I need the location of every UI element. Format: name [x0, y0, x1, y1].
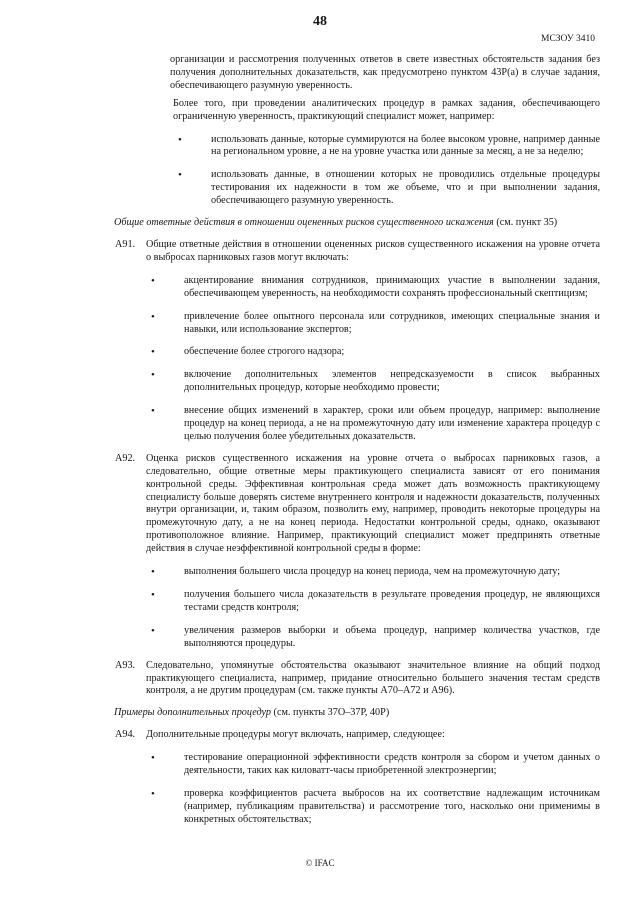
a92-bullet-list [146, 566, 600, 651]
section-heading-further-procedures [114, 707, 600, 720]
section-heading-ref: (см. пункты 37О–37Р, 40Р) [271, 707, 390, 719]
paragraph-a93 [114, 660, 600, 699]
paragraph-a91 [114, 239, 600, 444]
list-item: • использовать данные, которые суммируются на более высоком уровне, например данные на региональном уровне, а не на уровне участка или данные за месяц, а не за неделю; [114, 134, 600, 160]
paragraph-a92 [114, 453, 600, 651]
paragraph-text: Общие ответные действия в отношении оцененных рисков существенного искажения на уровне отчета о выбросах парниковых газов могут включать: [146, 238, 600, 263]
list-item: • получения большего числа доказательств в результате проведения процедур, не являющихся тестами средств контроля; [146, 589, 600, 615]
continuation-paragraph: организации и рассмотрения полученных ответов в свете известных обстоятельств задания без получения дополнительных доказательств, как предусмотрено пунктом 43Р(а) в случае задания, обеспечивающего разумную уверенность. [170, 54, 600, 91]
intro-bullet-list [114, 134, 600, 209]
list-item: • включение дополнительных элементов непредсказуемости в список выбранных дополнительных процедур, которые необходимо провести; [146, 369, 600, 395]
paragraph-text: Дополнительные процедуры могут включать, например, следующее: [146, 729, 445, 741]
section-heading-title: Примеры дополнительных процедур [114, 707, 271, 719]
footer-copyright: © IFAC [305, 858, 335, 868]
paragraph-number: А92. [115, 452, 136, 464]
list-item: • использовать данные, в отношении которых не проводились отдельные процедуры тестирования их надежности в том же объеме, что и при выполнении задания, обеспечивающего разумную уверенность. [114, 169, 600, 208]
paragraph-text: Следовательно, упомянутые обстоятельства оказывают значительное влияние на общий подход практикующего специалиста, например, придание относительно большего значения тестам средств контроля, а не другим процедурам (см. также пункты А70–А72 и А96). [146, 659, 600, 697]
list-item: • выполнения большего числа процедур на конец периода, чем на промежуточную дату; [146, 566, 600, 579]
list-item: • акцентирование внимания сотрудников, принимающих участие в выполнении задания, обеспечивающем уверенность, на необходимости сохранять профессиональный скептицизм; [146, 275, 600, 301]
list-item: • проверка коэффициентов расчета выбросов на их соответствие надлежащим источникам (например, публикациям правительства) и рассмотрение того, насколько они применимы в конкретных обстоятельствах; [146, 788, 600, 827]
paragraph-text: Оценка рисков существенного искажения на уровне отчета о выбросах парниковых газов, а следовательно, общие ответные меры практикующего специалиста зависят от его понимания контрольной среды. Эффективная контрольная среда может дать возможность практикующему специалисту больше доверять системе внутреннего контроля и надежности доказательств, полученных внутри организации, и, таким образом, позволить ему, например, проводить некоторые процедуры на промежуточную дату, а не на конец периода. Недостатки контрольной среды, однако, оказывают противоположное влияние. Например, практикующий специалист может предпринять ответные действия в случае неэффективной контрольной среды в форме: [146, 452, 600, 555]
section-heading-title: Общие ответные действия в отношении оцененных рисков существенного искажения [114, 217, 494, 229]
list-item: • привлечение более опытного персонала или сотрудников, имеющих специальные знания и навыки, или использование экспертов; [146, 311, 600, 337]
a94-bullet-list [146, 752, 600, 827]
intro-lead-paragraph: Более того, при проведении аналитических процедур в рамках задания, обеспечивающего ограниченную уверенность, практикующий специалист может, например: [173, 97, 600, 122]
page-number: 48 [313, 14, 327, 29]
paragraph-number: А94. [115, 729, 136, 741]
paragraph-number: А91. [115, 238, 136, 250]
list-item: • увеличения размеров выборки и объема процедур, например количества участков, где выполняются процедуры. [146, 625, 600, 651]
section-heading-general-responses [114, 217, 600, 230]
document-body [114, 54, 600, 827]
paragraph-a94 [114, 729, 600, 826]
document-code: МСЗОУ 3410 [541, 34, 595, 44]
list-item: • обеспечение более строгого надзора; [146, 346, 600, 359]
list-item: • тестирование операционной эффективности средств контроля за сбором и учетом данных о деятельности, таких как киловатт-часы приобретенной электроэнергии; [146, 752, 600, 778]
list-item: • внесение общих изменений в характер, сроки или объем процедур, например: выполнение процедур на конец периода, а не на промежуточную дату или изменение характера процедур с целью получения более убедительных доказательств. [146, 405, 600, 444]
a91-bullet-list [146, 275, 600, 444]
section-heading-ref: (см. пункт 35) [493, 217, 558, 229]
paragraph-number: А93. [115, 659, 136, 671]
